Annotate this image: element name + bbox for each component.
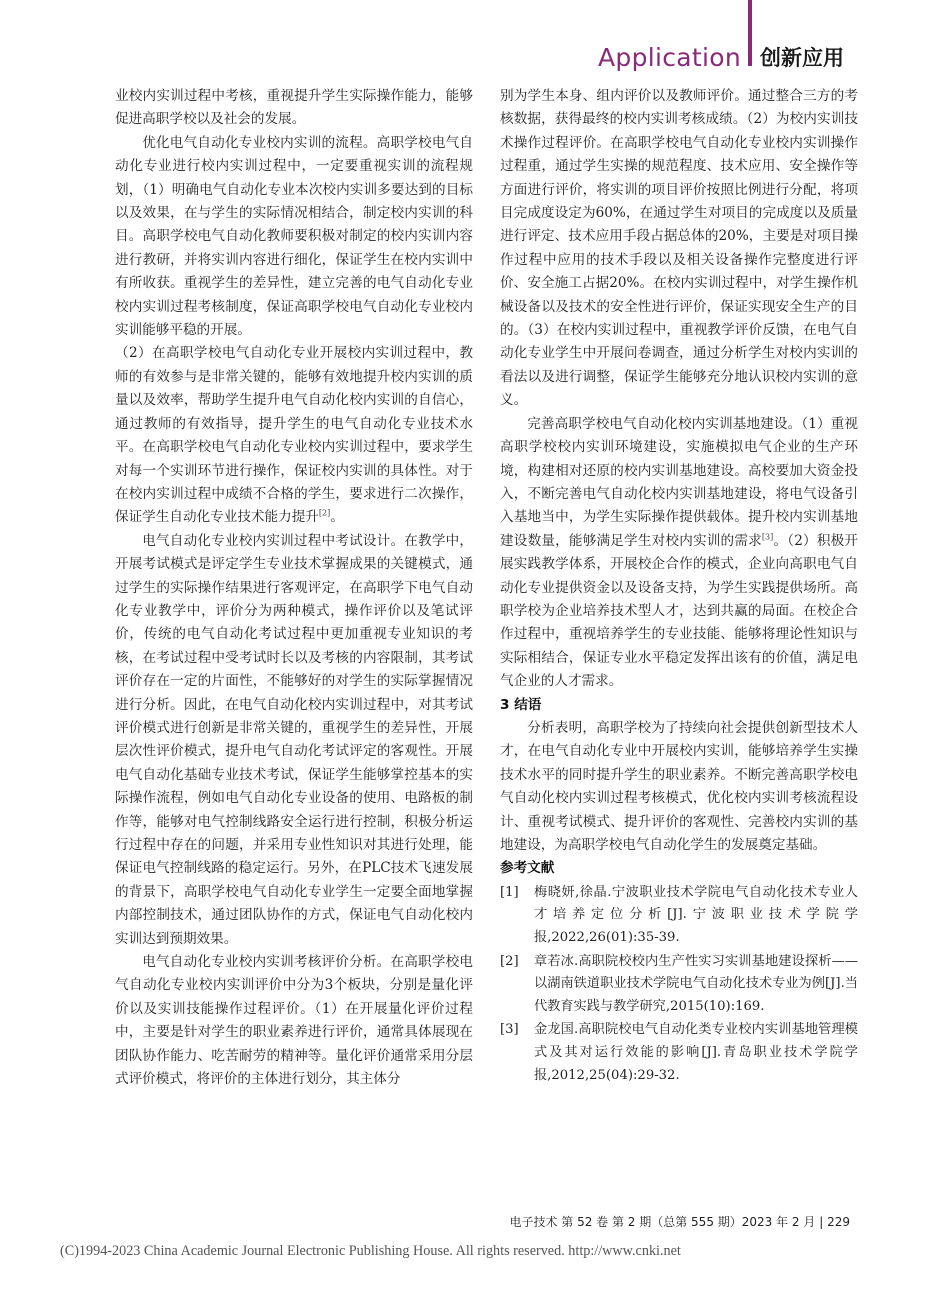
paragraph: 业校内实训过程中考核，重视提升学生实际操作能力，能够促进高职学校以及社会的发展。 (115, 88, 473, 128)
conclusion-heading: 3 结语 (500, 696, 542, 713)
citation-3[interactable]: [3] (761, 532, 774, 542)
page-number: 229 (827, 1215, 850, 1229)
reference-number: [3] (500, 1022, 519, 1038)
footer-journal-info (480, 1213, 850, 1230)
footer-separator: | (819, 1215, 824, 1229)
paragraph-end: 。（2）积极开展实践教学体系，开展校企合作的模式，企业向高职电气自动化专业提供资金以及设备支持，为学生实践提供场所。高职学校为企业培养技术型人才，达到共赢的局面。在校企合作过程中，重视培养学生的专业技能、能够将理论性知识与实际相结合，保证专业水平稳定发挥出该有的价值，满足电气企业的人才需求。 (500, 532, 858, 690)
reference-item (500, 951, 858, 1019)
reference-item (500, 882, 858, 950)
paragraph: 别为学生本身、组内评价以及教师评价。通过整合三方的考核数据，获得最终的校内实训考核成绩。（2）为校内实训技术操作过程评价。在高职学校电气自动化专业校内实训操作过程重，通过学生实操的规范程度、技术应用、安全操作等方面进行评价，将实训的项目评价按照比例进行分配，将项目完成度设定为60%，在通过学生对项目的完成度以及质量进行评定、技术应用手段占据总体的20%，主要是对项目操作过程中应用的技术手段以及相关设备操作完整度进行评价、安全施工占据20%。在校内实训过程中，对学生操作机械设备以及技术的安全性进行评价，保证实现安全生产的目的。（3）在校内实训过程中，重视教学评价反馈，在电气自动化专业学生中开展问卷调查，通过分析学生对校内实训的看法以及进行调整，保证学生能够充分地认识校内实训的意义。 (500, 88, 858, 409)
reference-text: 章若冰.高职院校校内生产性实习实训基地建设探析——以湖南铁道职业技术学院电气自动化技术专业为例[J].当代教育实践与教学研究,2015(10):169. (534, 953, 858, 1014)
header-accent-bar (748, 0, 752, 66)
paragraph (115, 342, 473, 529)
right-column (500, 85, 858, 1087)
paragraph-text: （2）在高职学校电气自动化专业开展校内实训过程中，教师的有效参与是非常关键的，能够有效地提升校内实训的质量以及效率，帮助学生提升电气自动化校内实训的自信心，通过教师的有效指导，提升学生的电气自动化专业技术水平。在高职学校电气自动化专业校内实训过程中，要求学生对每一个实训环节进行操作，保证校内实训的具体性。对于在校内实训过程中成绩不合格的学生，要求进行二次操作，保证学生自动化专业技术能力提升 (115, 345, 473, 526)
header-application-label: Application (598, 43, 741, 72)
reference-number: [1] (500, 884, 519, 900)
reference-number: [2] (500, 953, 519, 969)
copyright-notice: (C)1994-2023 China Academic Journal Electronic Publishing House. All rights reserved. http://www.cnki.net (60, 1243, 681, 1259)
citation-2[interactable]: [2] (318, 508, 331, 518)
header-section-title: 创新应用 (760, 46, 844, 70)
paragraph: 电气自动化专业校内实训过程中考试设计。在教学中，开展考试模式是评定学生专业技术掌握成果的关键模式，通过学生的实际操作结果进行客观评定，在高职学下电气自动化专业教学中，评价分为两种模式，操作评价以及笔试评价，传统的电气自动化考试过程中更加重视专业知识的考核，在考试过程中受考试时长以及考核的内容限制，其考试评价存在一定的片面性，不能够好的对学生的实际掌握情况进行分析。因此，在电气自动化校内实训过程中，对其考试评价模式进行创新是非常关键的，重视学生的差异性，开展层次性评价模式，提升电气自动化考试评定的客观性。开展电气自动化基础专业技术考试，保证学生能够掌控基本的实际操作流程，例如电气自动化专业设备的使用、电路板的制作等，能够对电气控制线路安全运行进行控制，积极分析运行过程中存在的问题，并采用专业性知识对其进行处理，能保证电气控制线路的稳定运行。另外，在PLC技术飞速发展的背景下，高职学校电气自动化专业学生一定要全面地掌握内部控制技术，通过团队协作的方式，保证电气自动化校内实训达到预期效果。 (115, 532, 473, 947)
left-column (115, 85, 473, 1091)
journal-info: 电子技术 第 52 卷 第 2 期（总第 555 期）2023 年 2 月 (509, 1215, 816, 1229)
reference-item (500, 1019, 858, 1087)
reference-text: 金龙国.高职院校电气自动化类专业校内实训基地管理模式及其对运行效能的影响[J].青岛职业技术学院学报,2012,25(04):29-32. (534, 1022, 858, 1083)
paragraph: 优化电气自动化专业校内实训的流程。高职学校电气自动化专业进行校内实训过程中，一定要重视实训的流程规划，（1）明确电气自动化专业本次校内实训多要达到的目标以及效果，在与学生的实际情况相结合，制定校内实训的科目。高职学校电气自动化教师要积极对制定的校内实训内容进行教研，并将实训内容进行细化，保证学生在校内实训中有所收获。重视学生的差异性，建立完善的电气自动化专业校内实训过程考核制度，保证高职学校电气自动化专业校内实训能够平稳的开展。 (115, 134, 473, 339)
paragraph-end: 。 (330, 509, 344, 526)
paragraph: 分析表明，高职学校为了持续向社会提供创新型技术人才，在电气自动化专业中开展校内实训，能够培养学生实操技术水平的同时提升学生的职业素养。不断完善高职学校电气自动化校内实训过程考核模式，优化校内实训考核流程设计、重视考试模式、提升评价的客观性、完善校内实训的基地建设，为高职学校电气自动化学生的发展奠定基础。 (500, 719, 858, 853)
reference-text: 梅晓妍,徐晶.宁波职业技术学院电气自动化技术专业人才培养定位分析[J].宁波职业技术学院学报,2022,26(01):35-39. (534, 884, 858, 945)
paragraph-text: 完善高职学校电气自动化校内实训基地建设。（1）重视高职学校校内实训环境建设，实施模拟电气企业的生产环境，构建相对还原的校内实训基地建设。高校要加大资金投入，不断完善电气自动化校内实训基地建设，将电气设备引入基地当中，为学生实际操作提供载体。提升校内实训基地建设数量，能够满足学生对校内实训的需求 (500, 415, 858, 549)
references-heading: 参考文献 (500, 860, 555, 877)
paragraph (500, 413, 858, 694)
paragraph: 电气自动化专业校内实训考核评价分析。在高职学校电气自动化专业校内实训评价中分为3个板块，分别是量化评价以及实训技能操作过程评价。（1）在开展量化评价过程中，主要是针对学生的职业素养进行评价，通常具体展现在团队协作能力、吃苦耐劳的精神等。量化评价通常采用分层式评价模式，将评价的主体进行划分，其主体分 (115, 954, 473, 1088)
